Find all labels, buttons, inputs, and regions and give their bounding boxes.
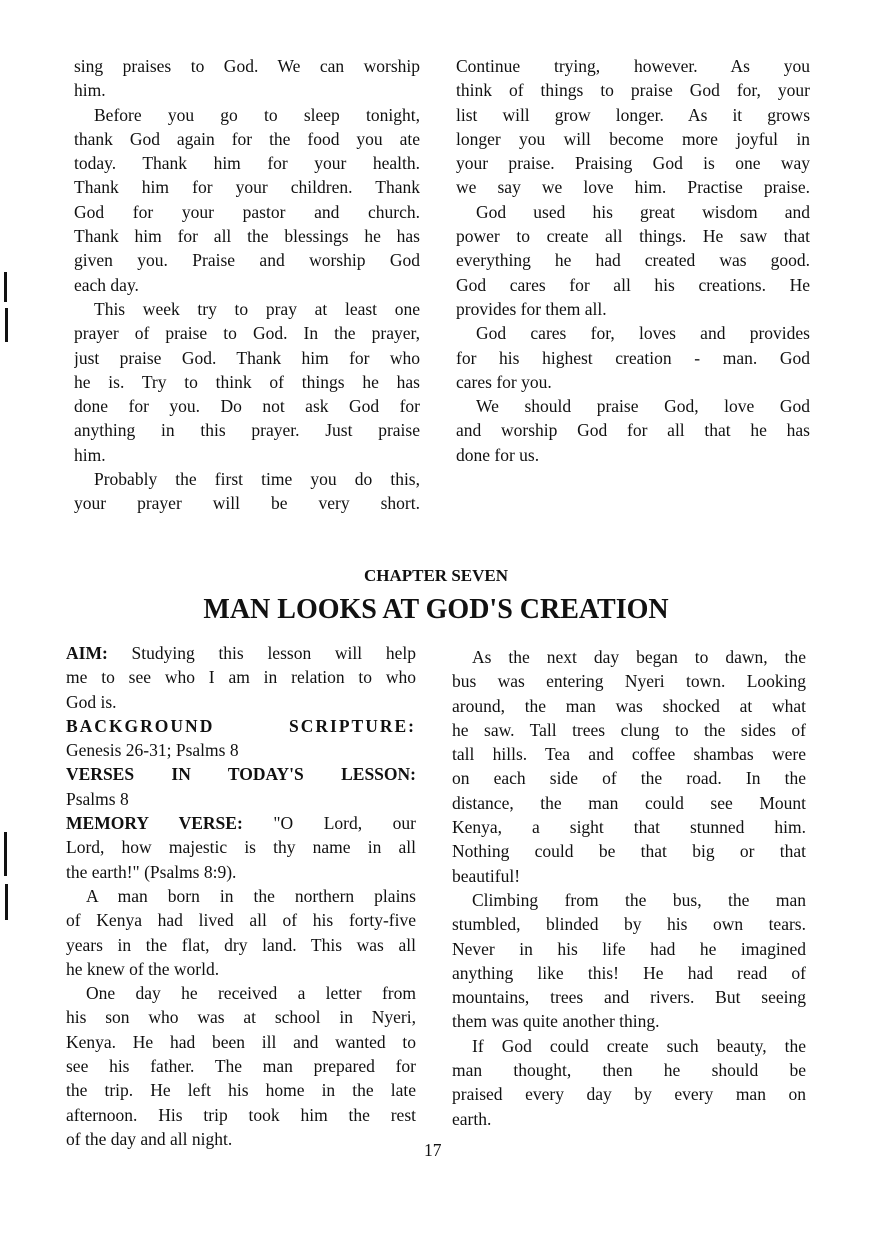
paragraph <box>452 1034 806 1131</box>
paragraph <box>66 738 416 762</box>
text-line: on each side of the road. In the <box>452 768 806 789</box>
text-line: God for your pastor and church. <box>74 201 420 222</box>
text-line: If God could create such beauty, the <box>472 1035 806 1056</box>
paragraph <box>456 394 810 467</box>
page-number: 17 <box>424 1140 442 1160</box>
text-line: of the day and all night. <box>66 1128 233 1149</box>
text-line: Lord, how majestic is thy name in all <box>66 837 416 858</box>
top-left-column <box>74 54 420 516</box>
text-line: today. Thank him for your health. <box>74 153 420 174</box>
text-line: God used his great wisdom and <box>476 201 810 222</box>
top-right-column <box>456 54 810 467</box>
text-line: anything in this prayer. Just praise <box>74 420 420 441</box>
text-line: he knew of the world. <box>66 958 220 979</box>
paragraph <box>74 103 420 297</box>
text-line: given you. Praise and worship God <box>74 250 420 271</box>
text-line: earth. <box>452 1108 492 1129</box>
text-line: prayer of praise to God. In the prayer, <box>74 323 420 344</box>
text-line: Continue trying, however. As you <box>456 56 810 76</box>
text-line: God is. <box>66 691 117 712</box>
text-line: Psalms 8 <box>66 788 129 809</box>
paragraph <box>456 54 810 200</box>
text-line: years in the flat, dry land. This was all <box>66 934 416 955</box>
text-line: he saw. Tall trees clung to the sides of <box>452 719 806 740</box>
text-line: done for us. <box>456 444 540 465</box>
paragraph <box>74 467 420 516</box>
text-line: Probably the first time you do this, <box>94 469 420 490</box>
text-line: list will grow longer. As it grows <box>456 104 810 125</box>
text-line: A man born in the northern plains <box>86 885 416 906</box>
paragraph <box>452 888 806 1034</box>
label-bold: MEMORY VERSE: <box>66 813 243 834</box>
paragraph <box>66 981 416 1151</box>
line-text: "O Lord, our <box>242 813 416 834</box>
text-line: praised every day by every man on <box>452 1084 806 1105</box>
label-bold: AIM: <box>66 643 108 663</box>
text-line: bus was entering Nyeri town. Looking <box>452 671 806 692</box>
text-line <box>66 811 416 835</box>
text-line: Kenya. He had been ill and wanted to <box>66 1031 416 1052</box>
text-line: thank God again for the food you ate <box>74 128 420 149</box>
paragraph <box>66 762 416 786</box>
bottom-left-column <box>66 641 416 1151</box>
text-line: him. <box>74 444 106 465</box>
text-line: Climbing from the bus, the man <box>472 889 806 910</box>
text-line: anything like this! He had read of <box>452 962 806 983</box>
text-line: God cares for all his creations. He <box>456 274 810 295</box>
bottom-right-column <box>452 645 806 1131</box>
text-line: for his highest creation - man. God <box>456 347 810 368</box>
text-line: afternoon. His trip took him the rest <box>66 1104 416 1125</box>
text-line: mountains, trees and rivers. But seeing <box>452 987 806 1008</box>
text-line: your prayer will be very short. <box>74 493 420 514</box>
paragraph <box>66 811 416 884</box>
text-line: VERSES IN TODAY'S LESSON: <box>66 764 416 785</box>
text-line: We should praise God, love God <box>476 396 810 417</box>
chapter-title: MAN LOOKS AT GOD'S CREATION <box>203 594 669 625</box>
text-line: Before you go to sleep tonight, <box>94 104 420 125</box>
scan-mark <box>5 308 8 342</box>
text-line: God cares for, loves and provides <box>476 323 810 344</box>
chapter-label: CHAPTER SEVEN <box>363 566 509 585</box>
paragraph <box>66 641 416 714</box>
paragraph <box>74 297 420 467</box>
text-line: Kenya, a sight that stunned him. <box>452 817 806 838</box>
text-line: around, the man was shocked at what <box>452 695 806 716</box>
paragraph <box>66 714 416 738</box>
text-line: BACKGROUND SCRIPTURE: <box>66 715 416 736</box>
text-line: power to create all things. He saw that <box>456 226 810 247</box>
paragraph <box>452 645 806 888</box>
text-line: see his father. The man prepared for <box>66 1056 416 1077</box>
text-line: distance, the man could see Mount <box>452 792 806 813</box>
text-line: Nothing could be that big or that <box>452 841 806 862</box>
text-line: him. <box>74 80 106 101</box>
text-line: everything he had created was good. <box>456 250 810 271</box>
text-line: think of things to praise God for, your <box>456 80 810 101</box>
text-line: sing praises to God. We can worship <box>74 56 420 76</box>
paragraph <box>456 321 810 394</box>
text-line: One day he received a letter from <box>86 983 416 1004</box>
text-line: cares for you. <box>456 371 552 392</box>
text-line: This week try to pray at least one <box>94 298 420 319</box>
text-line: the earth!" (Psalms 8:9). <box>66 861 237 882</box>
text-line: As the next day began to dawn, the <box>472 647 806 667</box>
text-line: Thank him for your children. Thank <box>74 177 420 198</box>
text-line: man thought, then he should be <box>452 1060 806 1081</box>
text-line: each day. <box>74 274 139 295</box>
text-line: longer you will become more joyful in <box>456 128 810 149</box>
text-line: tall hills. Tea and coffee shambas were <box>452 744 806 765</box>
text-line: the trip. He left his home in the late <box>66 1080 416 1101</box>
text-line: his son who was at school in Nyeri, <box>66 1007 416 1028</box>
text-line: of Kenya had lived all of his forty-five <box>66 910 416 931</box>
text-line: Genesis 26-31; Psalms 8 <box>66 740 239 761</box>
text-line: provides for them all. <box>456 298 607 319</box>
text-line: beautiful! <box>452 865 521 886</box>
text-line: and worship God for all that he has <box>456 420 810 441</box>
paragraph <box>74 54 420 103</box>
text-line: Never in his life had he imagined <box>452 938 806 959</box>
scan-mark <box>4 832 7 876</box>
line-text: Studying this lesson will help <box>107 643 416 663</box>
text-line: me to see who I am in relation to who <box>66 667 416 688</box>
scan-mark <box>4 272 7 302</box>
text-line: your praise. Praising God is one way <box>456 153 810 174</box>
text-line: Thank him for all the blessings he has <box>74 226 420 247</box>
text-line: just praise God. Thank him for who <box>74 347 420 368</box>
paragraph <box>66 787 416 811</box>
text-line <box>66 641 416 665</box>
text-line: them was quite another thing. <box>452 1011 660 1032</box>
text-line: stumbled, blinded by his own tears. <box>452 914 806 935</box>
text-line: done for you. Do not ask God for <box>74 396 420 417</box>
text-line: he is. Try to think of things he has <box>74 371 420 392</box>
paragraph <box>456 200 810 321</box>
scan-mark <box>5 884 8 920</box>
paragraph <box>66 884 416 981</box>
text-line: we say we love him. Practise praise. <box>456 177 810 198</box>
